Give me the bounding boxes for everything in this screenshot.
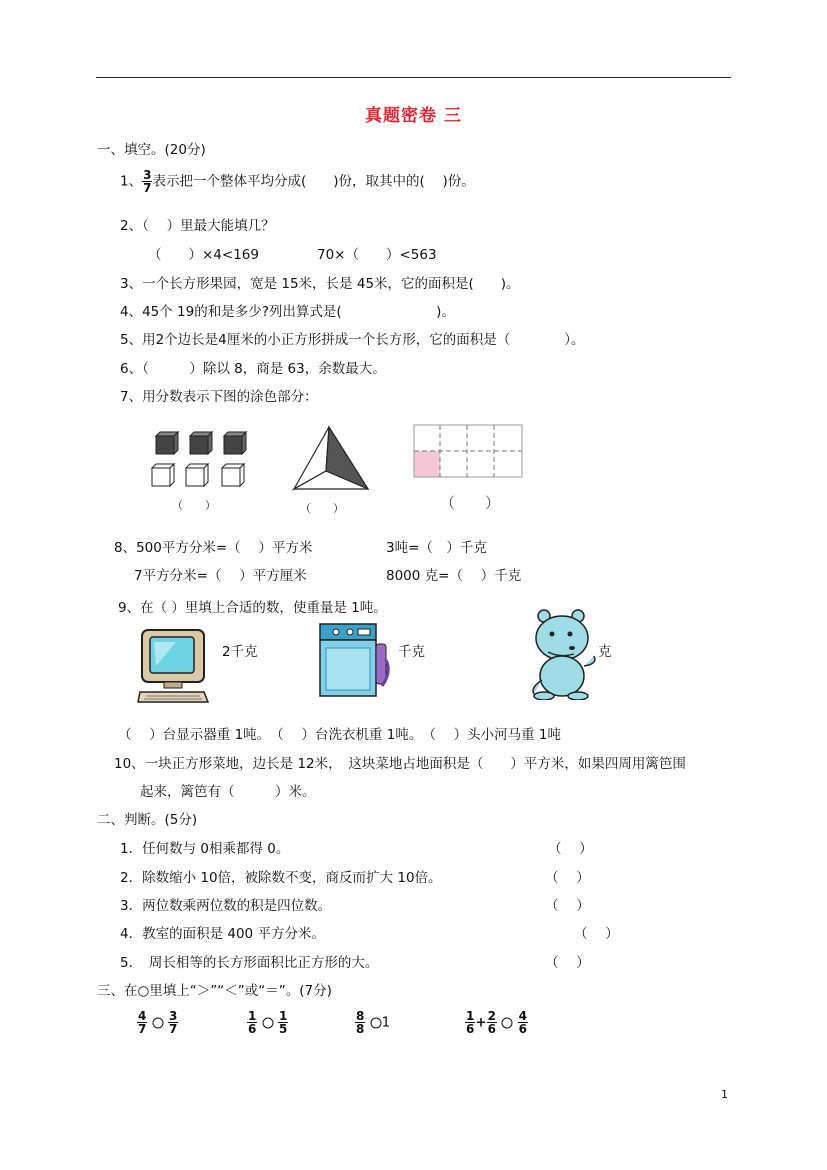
monitor-image bbox=[136, 626, 210, 706]
question-8-b: 3吨=（ ）千克 bbox=[386, 540, 487, 556]
question-8-a: 8、500平方分米=（ ）平方米 bbox=[114, 540, 313, 556]
question-2-b: 70×（ ）<563 bbox=[317, 247, 437, 263]
question-3: 3、一个长方形果园，宽是 15米，长是 45米，它的面积是( )。 bbox=[120, 276, 520, 292]
plus-sign: + bbox=[475, 1014, 487, 1031]
fraction-denominator: 7 bbox=[143, 181, 152, 195]
washer-weight-label: 千克 bbox=[398, 644, 425, 660]
judge-item-5: 5． 周长相等的长方形面积比正方形的大。 bbox=[120, 955, 379, 971]
compare-2 bbox=[247, 1010, 288, 1035]
header-rule bbox=[96, 77, 731, 78]
question-2-a: （ ）×4<169 bbox=[148, 247, 259, 263]
judge-item-1: 1．任何数与 0相乘都得 0。 bbox=[120, 841, 290, 857]
fraction: $\frac{4}{6}$ bbox=[518, 1009, 527, 1036]
question-7: 7、用分数表示下图的涂色部分： bbox=[120, 389, 318, 405]
compare-3-value: 1 bbox=[381, 1014, 391, 1031]
washing-machine-image bbox=[316, 620, 392, 700]
question-9-answers: （ ）台显示器重 1吨。 （ ）台洗衣机重 1吨。 （ ）头小河马重 1吨 bbox=[118, 727, 562, 743]
blank-circle-icon[interactable] bbox=[262, 1017, 274, 1029]
judge-item-3: 3．两位数乘两位数的积是四位数。 bbox=[120, 898, 332, 914]
fraction: $\frac{1}{5}$ bbox=[278, 1009, 288, 1036]
hippo-weight-label: 克 bbox=[598, 644, 612, 660]
q7-answer-2: （ ） bbox=[300, 502, 344, 515]
judge-item-4: 4．教室的面积是 400 平方分米。 bbox=[120, 926, 325, 942]
judge-paren-3: （ ） bbox=[545, 898, 590, 914]
fraction: $\frac{4}{7}$ bbox=[138, 1009, 147, 1036]
hippo-image bbox=[528, 608, 600, 700]
question-9: 9、在（ ）里填上合适的数，使重量是 1吨。 bbox=[118, 600, 387, 616]
judge-paren-4: （ ） bbox=[574, 926, 619, 942]
fraction: $\frac{3}{7}$ bbox=[168, 1009, 178, 1036]
fraction-numerator: 3 bbox=[143, 168, 152, 182]
triangle-figure bbox=[290, 425, 372, 493]
blank-circle-icon[interactable] bbox=[152, 1017, 164, 1029]
fraction: $\frac{1}{6}$ bbox=[466, 1009, 475, 1036]
question-2: 2、（ ）里最大能填几？ bbox=[120, 218, 275, 234]
judge-paren-1: （ ） bbox=[548, 841, 593, 857]
monitor-weight-label: 2千克 bbox=[222, 644, 258, 660]
fraction-3-7 bbox=[142, 169, 152, 194]
blank-circle-icon[interactable] bbox=[370, 1017, 382, 1029]
question-8-c: 7平方分米=（ ）平方厘米 bbox=[134, 568, 307, 584]
compare-4 bbox=[465, 1010, 528, 1035]
question-4: 4、45个 19的和是多少?列出算式是( )。 bbox=[120, 304, 455, 320]
question-1-text: 表示把一个整体平均分成( )份，取其中的( )份。 bbox=[152, 173, 475, 190]
q7-answer-3: （ ） bbox=[440, 494, 501, 512]
grid-figure bbox=[412, 423, 524, 481]
section-2-heading: 二、判断。(5分) bbox=[97, 812, 198, 828]
question-10-line-2: 起来，篱笆有（ ）米。 bbox=[140, 784, 316, 800]
blank-circle-icon[interactable] bbox=[501, 1017, 513, 1029]
fraction: $\frac{2}{6}$ bbox=[487, 1009, 497, 1036]
page-number: 1 bbox=[721, 1088, 728, 1101]
question-5: 5、用2个边长是4厘米的小正方形拼成一个长方形，它的面积是（ ）。 bbox=[120, 332, 585, 348]
compare-3 bbox=[355, 1010, 390, 1035]
question-1 bbox=[120, 169, 475, 194]
question-1-number: 1、 bbox=[120, 173, 143, 190]
fraction: $\frac{8}{8}$ bbox=[356, 1009, 365, 1036]
question-8-d: 8000 克=（ ）千克 bbox=[386, 568, 522, 584]
cubes-figure bbox=[148, 428, 252, 492]
section-1-heading: 一、填空。(20分) bbox=[97, 142, 206, 158]
judge-paren-2: （ ） bbox=[545, 870, 590, 886]
judge-item-2: 2．除数缩小 10倍，被除数不变，商反而扩大 10倍。 bbox=[120, 870, 442, 886]
compare-1 bbox=[137, 1010, 178, 1035]
q7-answer-1: （ ） bbox=[172, 499, 216, 512]
judge-paren-5: （ ） bbox=[545, 955, 590, 971]
question-10-line-1: 10、一块正方形菜地，边长是 12米， 这块菜地占地面积是（ ）平方米，如果四周用篱笆围 bbox=[114, 756, 686, 772]
fraction: $\frac{1}{6}$ bbox=[248, 1009, 257, 1036]
section-3-heading: 三、在○里填上“＞”“＜”或“＝”。(7分) bbox=[97, 983, 332, 999]
question-6: 6、（ ）除以 8，商是 63，余数最大。 bbox=[120, 361, 386, 377]
page-title: 真题密卷 三 bbox=[365, 106, 462, 126]
